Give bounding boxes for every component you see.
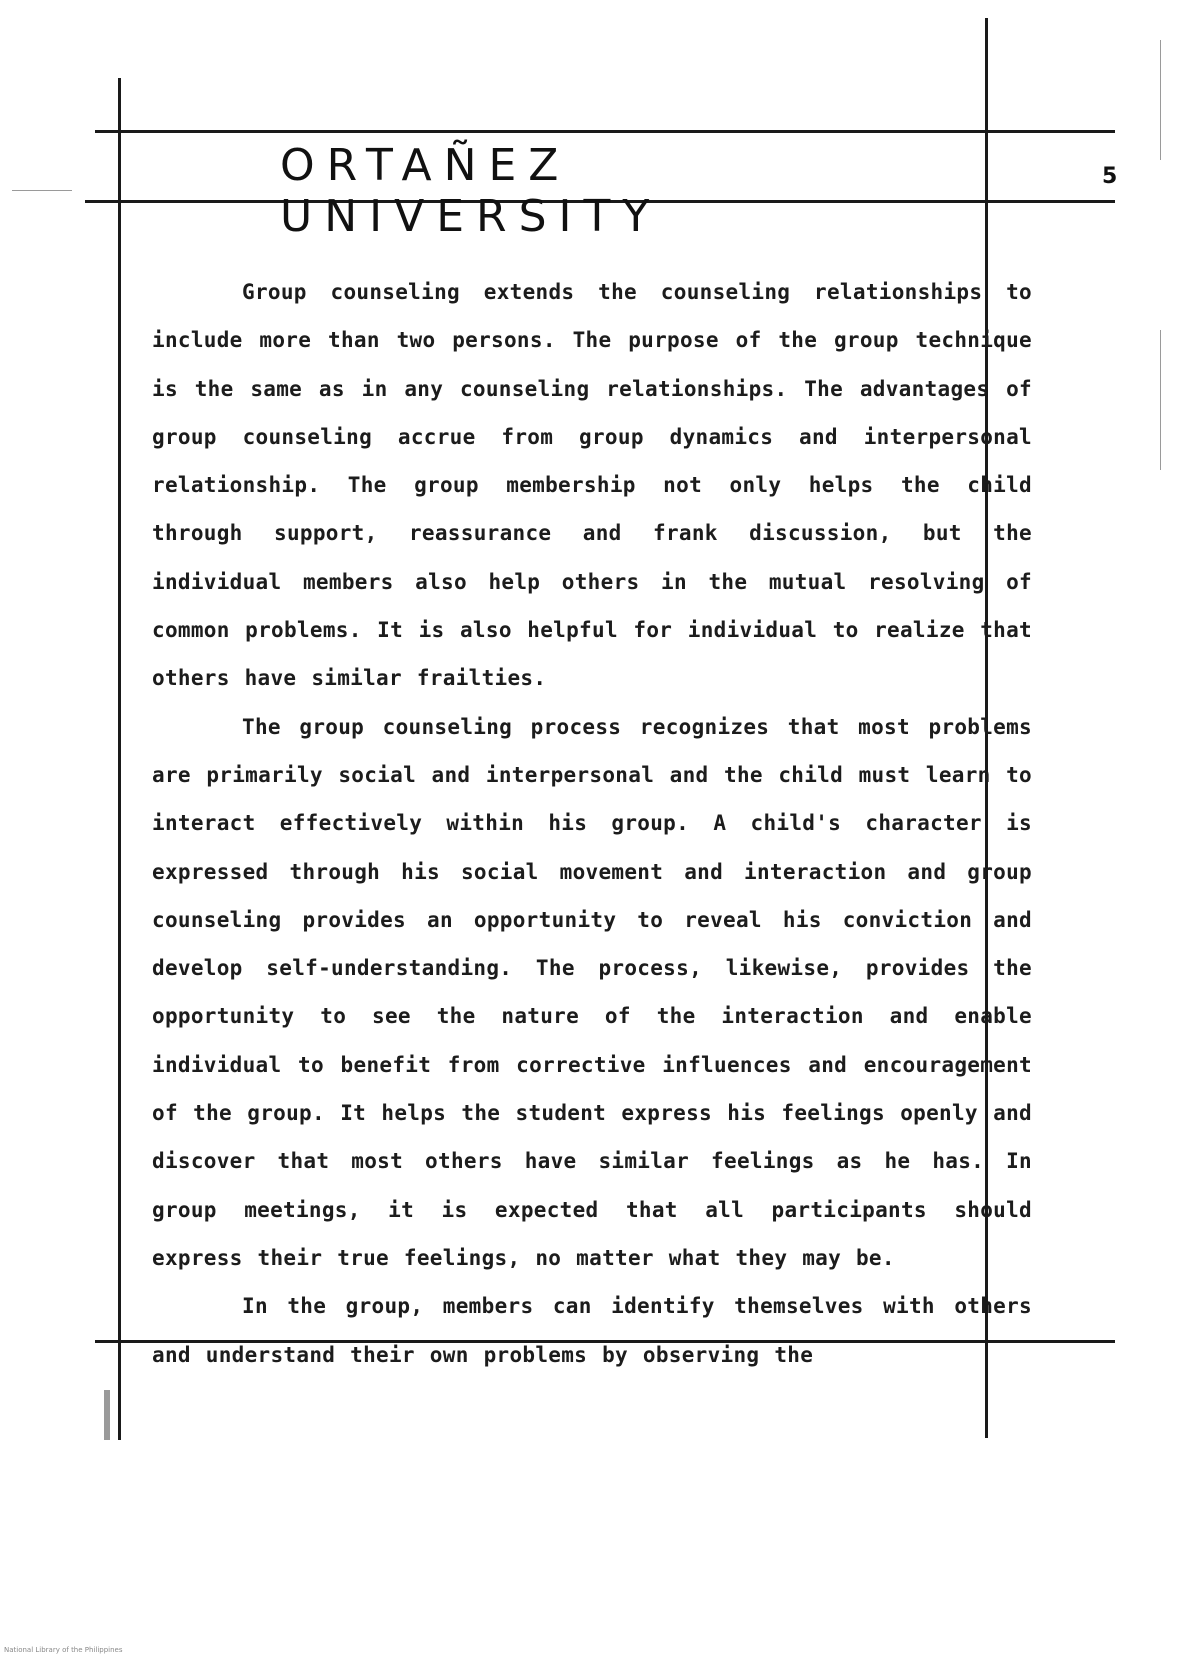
left-margin-rule xyxy=(118,78,121,1440)
paragraph-3: In the group, members can identify themselves with others and understand their own problems by observing the xyxy=(152,1294,1032,1367)
scan-speck xyxy=(1160,40,1161,160)
paragraph-2: The group counseling process recognizes that most problems are primarily social and interpersonal and the child must learn to interact effectively within his group. A child's character is expressed through his social movement and interaction and group counseling provides an opportunity to reveal his conviction and develop self-understanding. The process, likewise, provides the opportunity to see the nature of the interaction and enable individual to benefit from corrective influences and encouragement of the group. It helps the student express his feelings openly and discover that most others have similar feelings as he has. In group meetings, it is expected that all participants should express their true feelings, no matter what they may be. xyxy=(152,714,1032,1270)
header-top-rule xyxy=(95,130,1115,133)
scan-speck xyxy=(12,190,72,191)
page-number: 5 xyxy=(1102,164,1118,189)
scan-speck xyxy=(1160,330,1161,470)
body-text xyxy=(152,268,1032,1379)
scan-speck xyxy=(104,1390,110,1440)
paragraph-1: Group counseling extends the counseling relationships to include more than two persons. The purpose of the group technique is the same as in any counseling relationships. The advantages of group counseling accrue from group dynamics and interpersonal relationship. The group membership not only helps the child through support, reassurance and frank discussion, but the individual members also help others in the mutual resolving of common problems. It is also helpful for individual to realize that others have similar frailties. xyxy=(152,280,1032,691)
university-title: ORTAÑEZ UNIVERSITY xyxy=(280,140,662,242)
scan-footer-note: National Library of the Philippines xyxy=(4,1646,123,1654)
